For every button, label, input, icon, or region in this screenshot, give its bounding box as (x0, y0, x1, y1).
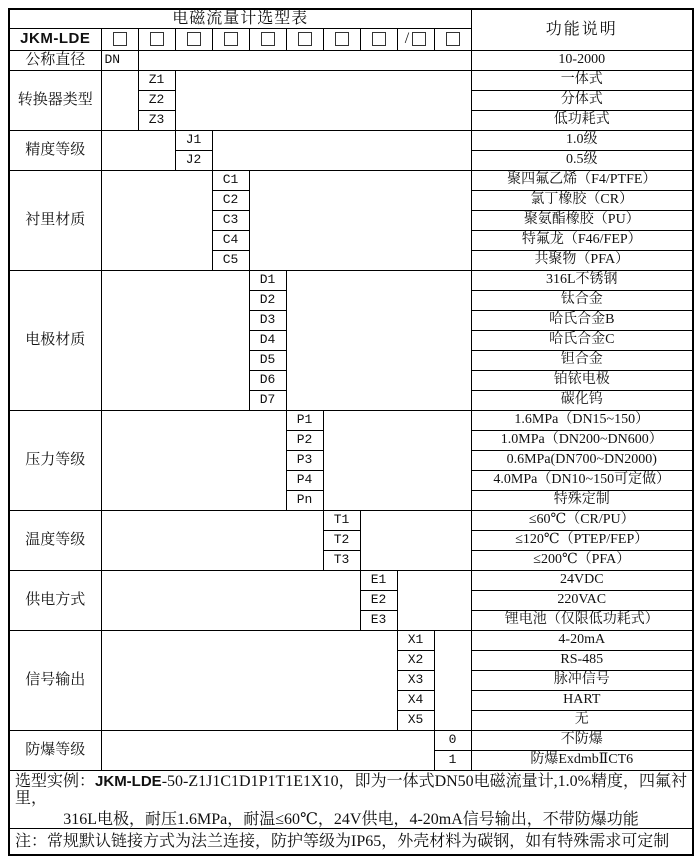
desc-cell: 碳化钨 (471, 390, 693, 410)
desc-cell: 1.0MPa（DN200~DN600） (471, 430, 693, 450)
desc-cell: 锂电池（仅限低功耗式） (471, 610, 693, 630)
code-box-cell (434, 28, 471, 50)
example-line1 (10, 771, 692, 808)
desc-cell: 防爆ExdmbⅡCT6 (471, 750, 693, 770)
code-cell: C1 (212, 170, 249, 190)
code-cell: Z2 (138, 90, 175, 110)
code-cell: D2 (249, 290, 286, 310)
code-box-cell (360, 28, 397, 50)
desc-cell: ≤120℃（PTEP/FEP） (471, 530, 693, 550)
code-cell: C5 (212, 250, 249, 270)
code-cell: C2 (212, 190, 249, 210)
code-box-cell (323, 28, 360, 50)
empty-cell (323, 410, 471, 510)
title-row (9, 9, 693, 28)
code-cell: D7 (249, 390, 286, 410)
group-label: 温度等级 (9, 510, 101, 570)
empty-cell (101, 70, 138, 130)
empty-cell (175, 70, 471, 130)
desc-cell: ≤200℃（PFA） (471, 550, 693, 570)
group-label: 转换器类型 (9, 70, 101, 130)
code-box-cell (212, 28, 249, 50)
empty-cell (101, 510, 323, 570)
code-cell: P1 (286, 410, 323, 430)
desc-cell: 4.0MPa（DN10~150可定做） (471, 470, 693, 490)
group-label: 衬里材质 (9, 170, 101, 270)
empty-cell (138, 50, 471, 70)
example-label: 选型实例： (15, 772, 96, 790)
desc-cell: 不防爆 (471, 730, 693, 750)
desc-cell: 24VDC (471, 570, 693, 590)
group-label: 供电方式 (9, 570, 101, 630)
empty-checkbox-icon (150, 32, 164, 46)
code-cell: D6 (249, 370, 286, 390)
group-label: 信号输出 (9, 630, 101, 730)
table-row (9, 510, 693, 530)
code-box-cell (101, 28, 138, 50)
note-row (9, 829, 693, 856)
empty-checkbox-icon (298, 32, 312, 46)
example-text: -50-Z1J1C1D1P1T1E1X10，即为一体式DN50电磁流量计,1.0%精度，四氟衬里， (15, 772, 688, 808)
table-row (9, 130, 693, 150)
code-cell: P2 (286, 430, 323, 450)
flowmeter-selection-table (8, 8, 694, 856)
desc-cell: 铂铱电极 (471, 370, 693, 390)
code-cell: E3 (360, 610, 397, 630)
slash-separator: / (404, 30, 410, 48)
empty-checkbox-icon (224, 32, 238, 46)
desc-cell: 10-2000 (471, 50, 693, 70)
desc-cell: 聚氨酯橡胶（PU） (471, 210, 693, 230)
table-row (9, 730, 693, 750)
code-cell: D3 (249, 310, 286, 330)
example-cell (9, 770, 693, 829)
desc-cell: 特殊定制 (471, 490, 693, 510)
empty-cell (249, 170, 471, 270)
code-cell: J2 (175, 150, 212, 170)
desc-cell: 共聚物（PFA） (471, 250, 693, 270)
desc-cell: HART (471, 690, 693, 710)
empty-checkbox-icon (261, 32, 275, 46)
empty-checkbox-icon (187, 32, 201, 46)
desc-cell: 氯丁橡胶（CR） (471, 190, 693, 210)
code-cell: E2 (360, 590, 397, 610)
code-box-cell (286, 28, 323, 50)
table-row (9, 50, 693, 70)
group-label: 公称直径 (9, 50, 101, 70)
desc-cell: 钽合金 (471, 350, 693, 370)
code-cell: X1 (397, 630, 434, 650)
code-cell: J1 (175, 130, 212, 150)
code-cell: T2 (323, 530, 360, 550)
code-cell: P4 (286, 470, 323, 490)
empty-cell (101, 410, 286, 510)
desc-cell: 220VAC (471, 590, 693, 610)
empty-cell (101, 130, 175, 170)
code-cell: X3 (397, 670, 434, 690)
desc-cell: 钛合金 (471, 290, 693, 310)
empty-checkbox-icon (446, 32, 460, 46)
desc-cell: 哈氏合金C (471, 330, 693, 350)
desc-cell: 哈氏合金B (471, 310, 693, 330)
desc-cell: 一体式 (471, 70, 693, 90)
group-label: 压力等级 (9, 410, 101, 510)
code-cell: 0 (434, 730, 471, 750)
table-row (9, 630, 693, 650)
desc-cell: 0.6MPa(DN700~DN2000) (471, 450, 693, 470)
desc-cell: 分体式 (471, 90, 693, 110)
empty-cell (434, 630, 471, 730)
function-column-header: 功能说明 (471, 9, 693, 50)
empty-cell (212, 130, 471, 170)
desc-cell: RS-485 (471, 650, 693, 670)
code-box-cell (175, 28, 212, 50)
code-box-cell (138, 28, 175, 50)
desc-cell: 特氟龙（F46/FEP） (471, 230, 693, 250)
empty-cell (101, 270, 249, 410)
desc-cell: 1.6MPa（DN15~150） (471, 410, 693, 430)
empty-checkbox-icon (335, 32, 349, 46)
desc-cell: 1.0级 (471, 130, 693, 150)
empty-cell (101, 570, 360, 630)
desc-cell: 4-20mA (471, 630, 693, 650)
code-cell: T1 (323, 510, 360, 530)
desc-cell: 聚四氟乙烯（F4/PTFE） (471, 170, 693, 190)
empty-cell (286, 270, 471, 410)
empty-checkbox-icon (372, 32, 386, 46)
code-cell: T3 (323, 550, 360, 570)
empty-cell (101, 730, 434, 770)
table-row (9, 410, 693, 430)
code-cell: X5 (397, 710, 434, 730)
table-row (9, 570, 693, 590)
code-cell: D1 (249, 270, 286, 290)
code-cell: P3 (286, 450, 323, 470)
code-cell: E1 (360, 570, 397, 590)
code-cell: Z3 (138, 110, 175, 130)
desc-cell: 低功耗式 (471, 110, 693, 130)
code-cell: C3 (212, 210, 249, 230)
empty-cell (397, 570, 471, 630)
desc-cell: 0.5级 (471, 150, 693, 170)
example-model: JKM-LDE (95, 772, 162, 790)
code-cell: Z1 (138, 70, 175, 90)
code-box-cell (397, 28, 434, 50)
code-cell: C4 (212, 230, 249, 250)
code-cell: DN (101, 50, 138, 70)
empty-cell (360, 510, 471, 570)
desc-cell: 无 (471, 710, 693, 730)
desc-cell: ≤60℃（CR/PU） (471, 510, 693, 530)
code-cell: 1 (434, 750, 471, 770)
group-label: 防爆等级 (9, 730, 101, 770)
table-row (9, 70, 693, 90)
example-row (9, 770, 693, 829)
code-cell: D5 (249, 350, 286, 370)
desc-cell: 316L不锈钢 (471, 270, 693, 290)
code-cell: X2 (397, 650, 434, 670)
model-prefix: JKM-LDE (9, 28, 101, 50)
empty-checkbox-icon (412, 32, 426, 46)
empty-checkbox-icon (113, 32, 127, 46)
note-cell: 注：常规默认链接方式为法兰连接，防护等级为IP65，外壳材料为碳钢，如有特殊需求可定制 (9, 829, 693, 856)
code-box-cell (249, 28, 286, 50)
code-cell: X4 (397, 690, 434, 710)
empty-cell (101, 630, 397, 730)
table-row (9, 270, 693, 290)
code-cell: D4 (249, 330, 286, 350)
table-title: 电磁流量计选型表 (9, 9, 471, 28)
group-label: 电极材质 (9, 270, 101, 410)
code-cell: Pn (286, 490, 323, 510)
desc-cell: 脉冲信号 (471, 670, 693, 690)
table-row (9, 170, 693, 190)
empty-cell (101, 170, 212, 270)
group-label: 精度等级 (9, 130, 101, 170)
example-line2: 316L电极，耐压1.6MPa，耐温≤60℃，24V供电，4-20mA信号输出，不带防爆功能 (63, 810, 639, 828)
